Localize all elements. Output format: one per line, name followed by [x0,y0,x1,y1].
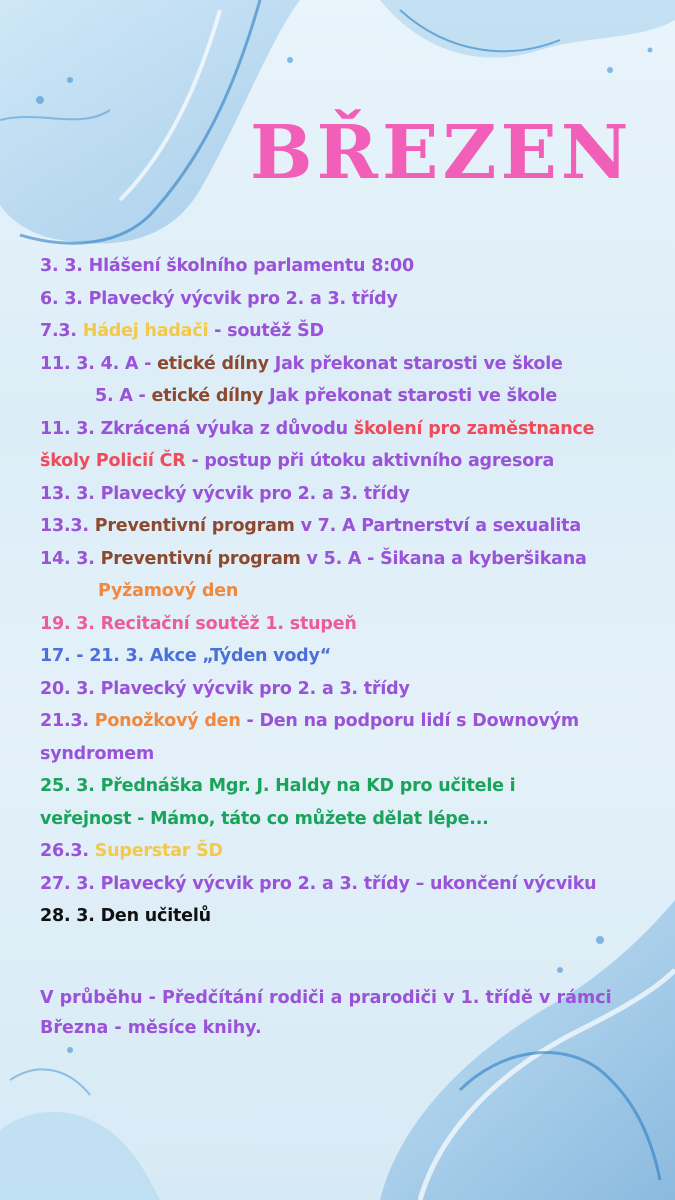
event-text-segment: 13. 3. Plavecký výcvik pro 2. a 3. třídy [40,483,410,504]
event-text-segment: 19. 3. Recitační soutěž 1. stupeň [40,613,357,634]
footer-line-2: Března - měsíce knihy. [40,1018,262,1038]
event-row [40,250,640,283]
event-row [40,770,640,803]
event-text-segment: Jak překonat starosti ve škole [263,386,558,406]
event-text-segment: 11. 3. Zkrácená výuka z důvodu [40,418,354,439]
event-row [40,673,640,706]
event-row [40,380,640,413]
footer-line-1: V průběhu - Předčítání rodiči a prarodiči v 1. třídě v rámci [40,988,612,1008]
event-text-segment: 28. 3. Den učitelů [40,906,211,926]
event-list [40,250,640,933]
event-row [40,835,640,868]
event-text-segment: Ponožkový den [94,711,241,731]
event-text-segment: 6. 3. Plavecký výcvik pro 2. a 3. třídy [40,288,398,309]
event-text-segment: veřejnost - Mámo, táto co můžete dělat lépe... [40,808,489,829]
event-text-segment: 11. 3. 4. A - [40,353,158,374]
event-text-segment: - soutěž ŠD [208,321,324,341]
event-row [40,543,640,576]
water-splash-top-right [360,0,675,110]
event-text-segment: 17. - 21. 3. Akce „Týden vody“ [40,646,332,666]
event-text-segment: etické dílny [151,386,264,406]
event-row [40,413,640,446]
event-row [40,738,640,771]
page-title: BŘEZEN [250,110,633,196]
event-text-segment: Hádej hadači [82,321,209,341]
event-row [40,868,640,901]
event-row [40,640,640,673]
event-text-segment: Preventivní program [94,516,295,536]
event-row [40,315,640,348]
event-row [40,478,640,511]
footer-note [40,983,640,1043]
event-text-segment: Preventivní program [100,548,301,569]
event-text-segment: - Den na podporu lidí s Downovým [240,711,579,731]
event-row [40,283,640,316]
event-text-segment: syndromem [40,743,155,764]
event-text-segment: v 7. A Partnerství a sexualita [294,516,581,536]
event-row [40,510,640,543]
event-text-segment: školy Policií ČR [40,451,186,471]
event-row [40,900,640,933]
event-row [40,348,640,381]
event-text-segment: Pyžamový den [98,581,239,601]
event-text-segment: 26.3. [40,841,95,861]
event-text-segment: 21.3. [40,711,95,731]
event-row [40,608,640,641]
event-text-segment: 20. 3. Plavecký výcvik pro 2. a 3. třídy [40,678,410,699]
event-text-segment: 5. A - [95,386,152,406]
event-text-segment: 7.3. [40,321,83,341]
event-text-segment: - postup při útoku aktivního agresora [185,451,555,471]
event-text-segment: 14. 3. [40,548,101,569]
event-text-segment: Superstar ŠD [94,841,223,861]
event-text-segment: školení pro zaměstnance [353,418,595,439]
event-text-segment: etické dílny [157,353,269,374]
event-text-segment: 3. 3. Hlášení školního parlamentu 8:00 [40,256,414,276]
event-row [40,705,640,738]
event-text-segment: 27. 3. Plavecký výcvik pro 2. a 3. třídy – ukončení výcviku [40,873,597,894]
event-text-segment: 13.3. [40,516,95,536]
event-text-segment: v 5. A - Šikana a kyberšikana [300,548,587,569]
event-row [40,575,640,608]
event-row [40,803,640,836]
event-text-segment: 25. 3. Přednáška Mgr. J. Haldy na KD pro učitele i [40,776,516,796]
event-row [40,445,640,478]
event-text-segment: Jak překonat starosti ve škole [268,353,563,374]
